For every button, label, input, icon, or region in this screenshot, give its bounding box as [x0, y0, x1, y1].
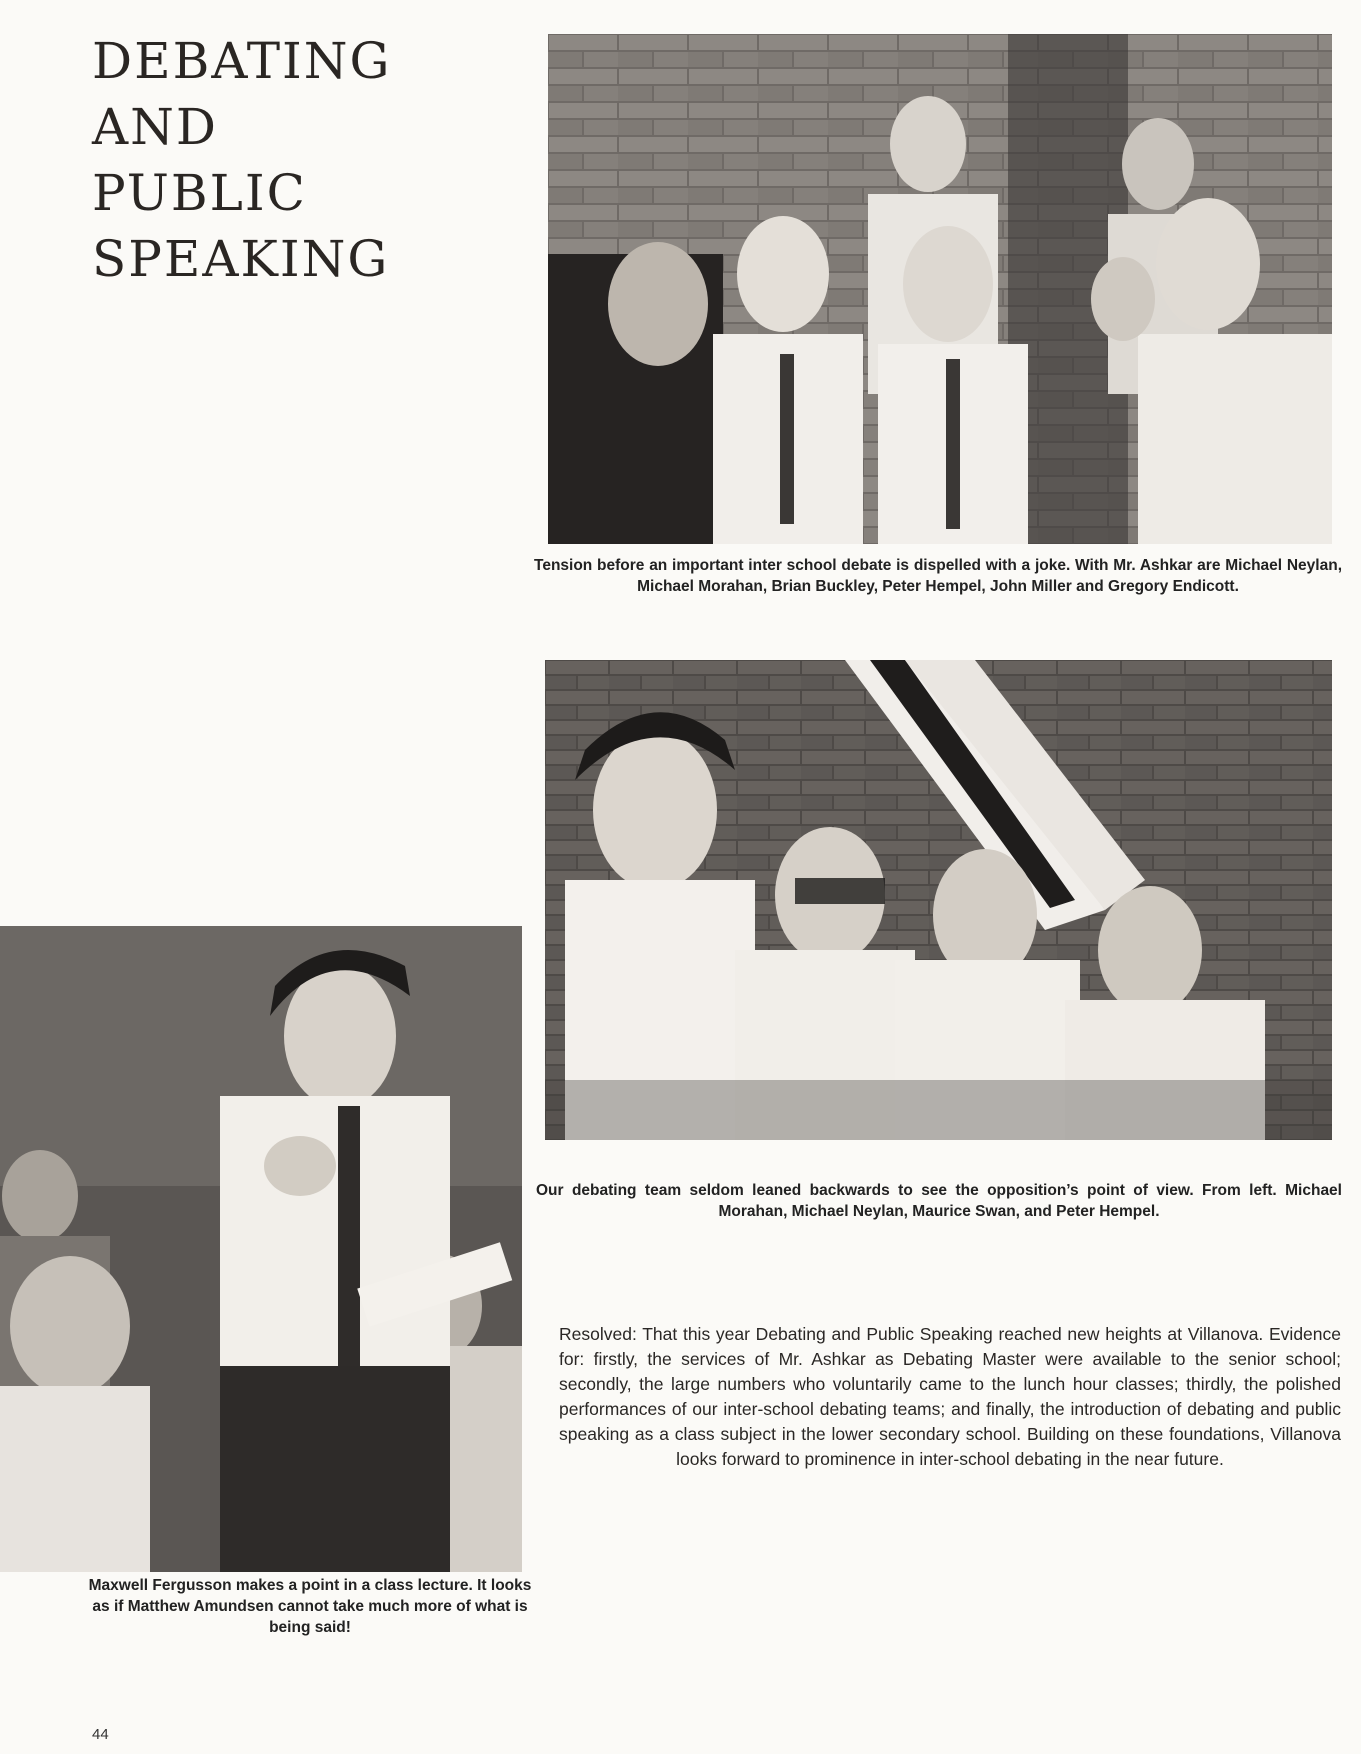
page-title	[92, 28, 512, 292]
caption-top-photo: Tension before an important inter school debate is dispelled with a joke. With Mr. Ashkar are Michael Neylan, Michael Morahan, Brian Buckley, Peter Hempel, John Miller and Gregory Endicott.	[534, 557, 1342, 595]
photo-debate-group	[548, 34, 1332, 544]
title-line-2: AND	[92, 98, 218, 156]
caption-middle-photo: Our debating team seldom leaned backwards to see the opposition’s point of view. From left. Michael Morahan, Michael Neylan, Maurice Swan, and Peter Hempel.	[536, 1182, 1342, 1220]
caption-left-photo: Maxwell Fergusson makes a point in a class lecture. It looks as if Matthew Amundsen cannot take much more of what is being said!	[88, 1577, 532, 1636]
article-body: Resolved: That this year Debating and Public Speaking reached new heights at Villanova. Evidence for: firstly, the services of Mr. Ashkar as Debating Master were available to the senior school; secondly, the large numbers who voluntarily came to the lunch hour classes; thirdly, the polished performances of our inter-school debating teams; and finally, the introduction of debating and public speaking as a class subject in the lower secondary school. Building on these foundations, Villanova looks forward to prominence in inter-school debating in the near future.	[559, 1324, 1341, 1469]
title-line-3: PUBLIC	[92, 164, 307, 222]
title-line-4: SPEAKING	[92, 230, 390, 288]
photo-debating-team	[545, 660, 1332, 1140]
page-number: 44	[92, 1726, 109, 1743]
title-line-1: DEBATING	[92, 32, 392, 90]
photo-class-lecture	[0, 926, 522, 1572]
